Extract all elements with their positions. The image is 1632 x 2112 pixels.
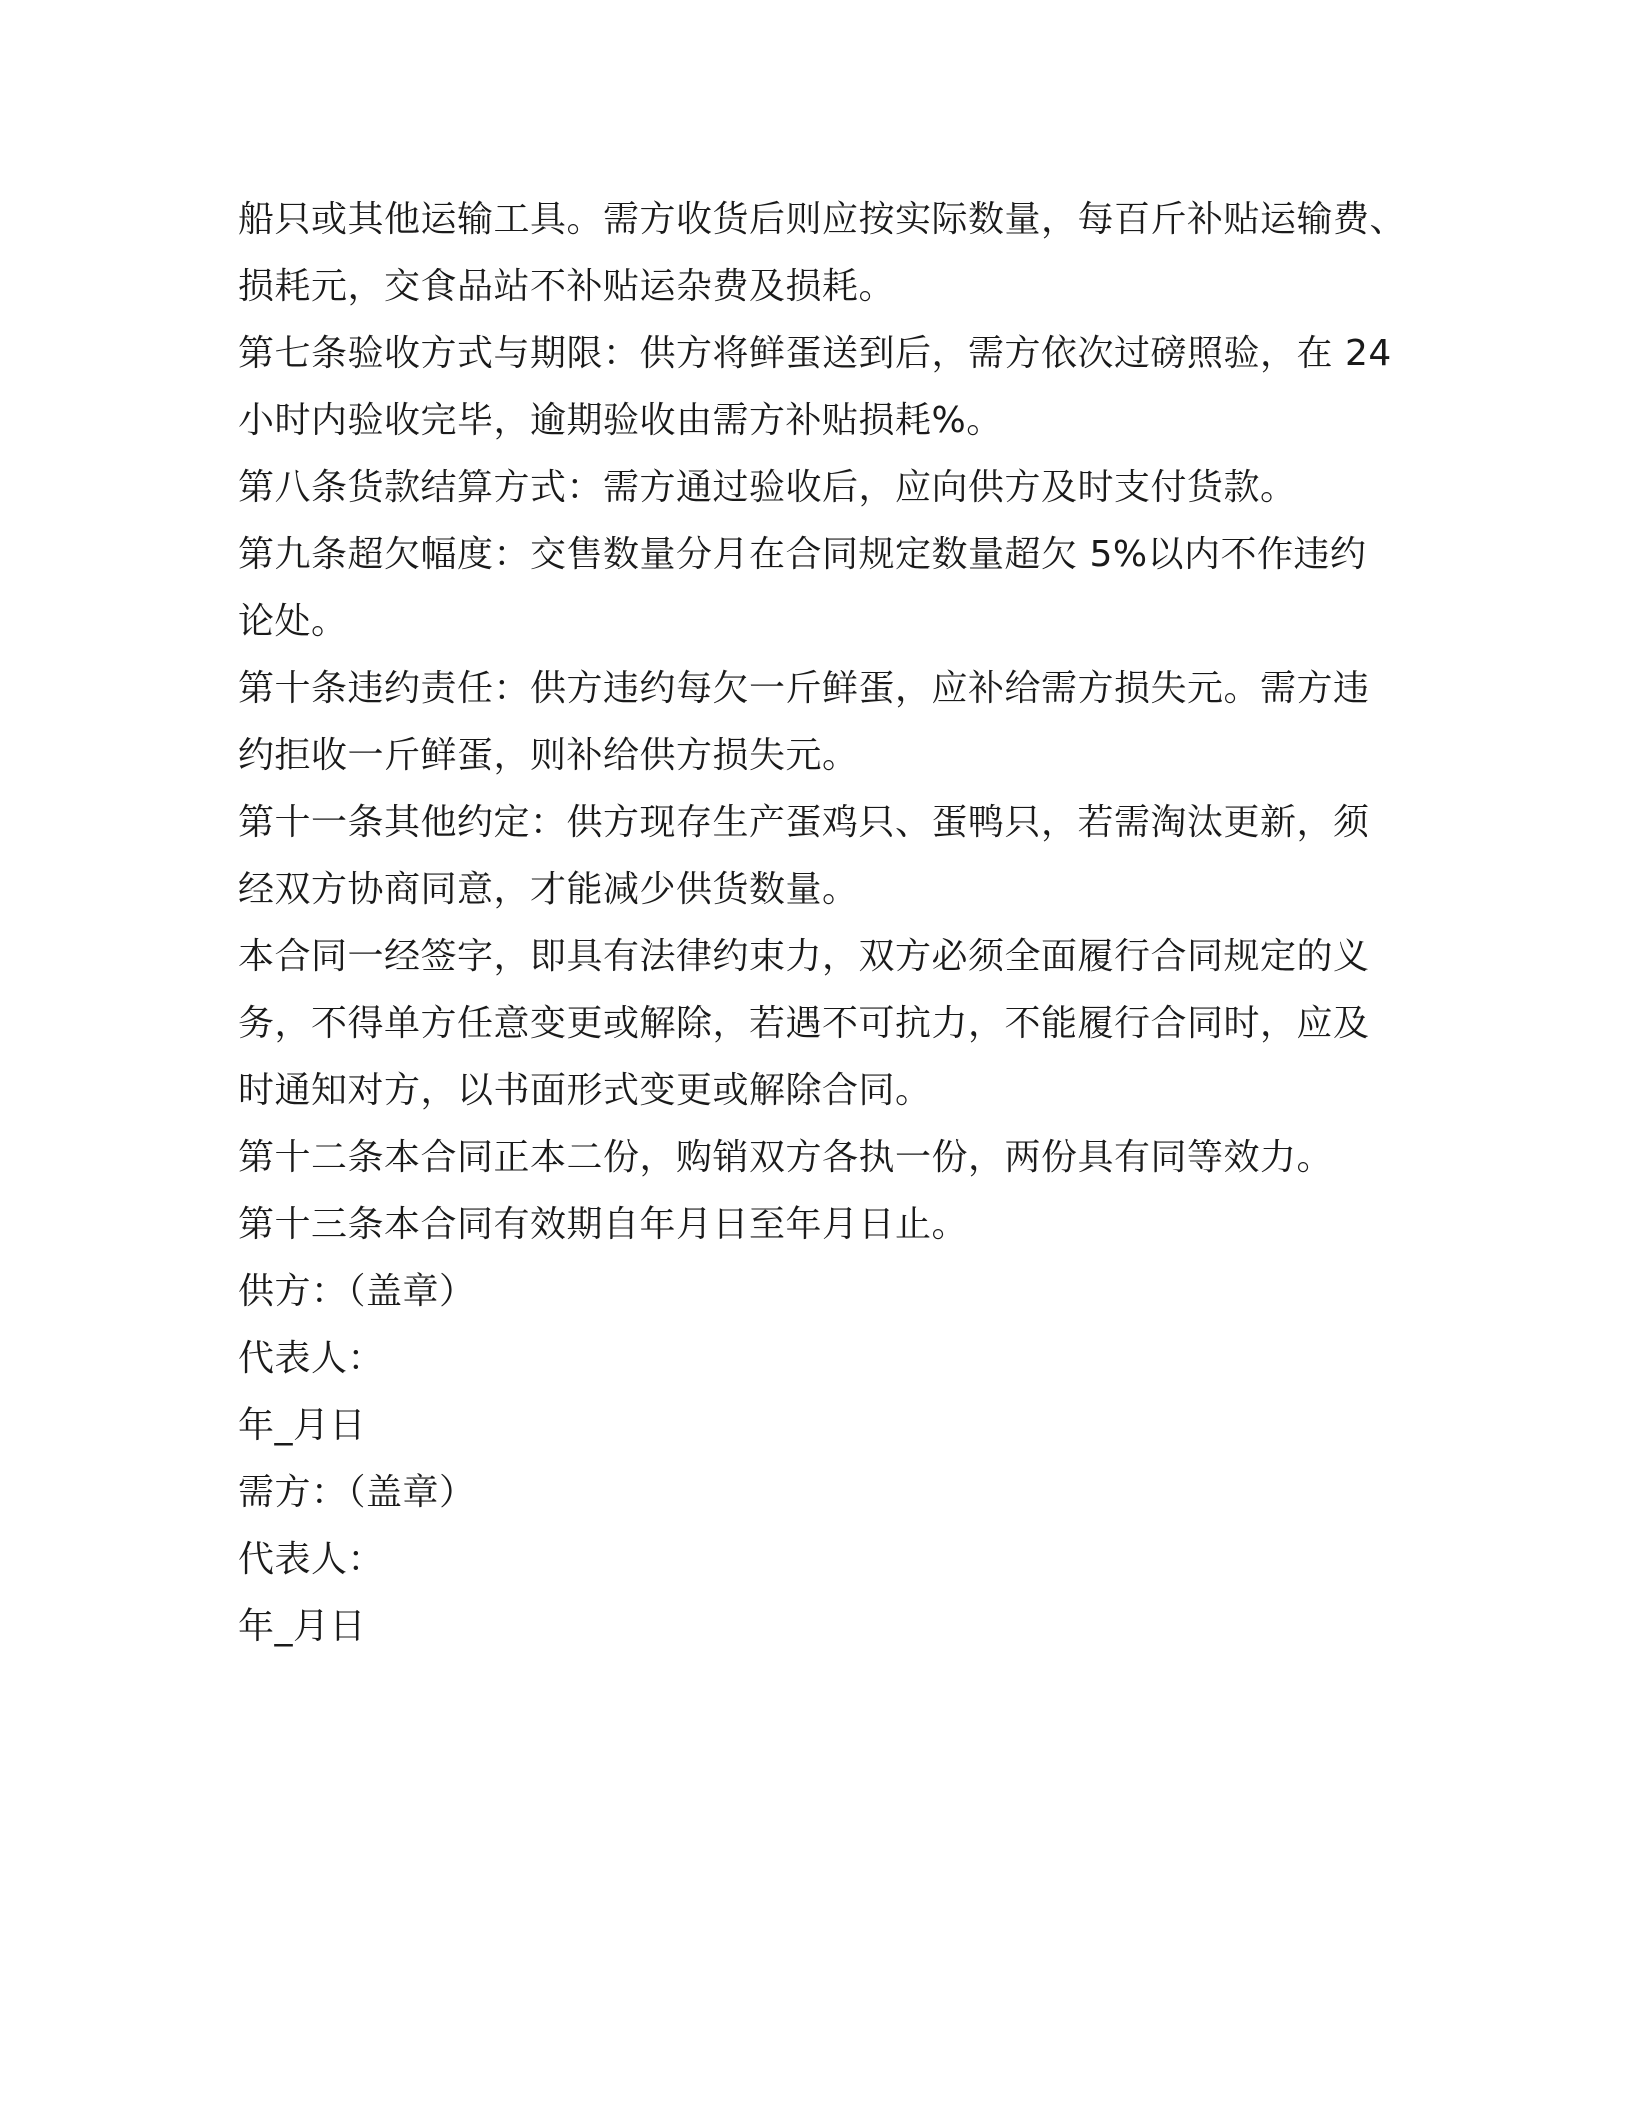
clause-8: 第八条货款结算方式：需方通过验收后，应向供方及时支付货款。: [238, 467, 1297, 508]
text-line: 小时内验收完毕，逾期验收由需方补贴损耗%。: [238, 400, 1003, 441]
text-line: 约拒收一斤鲜蛋，则补给供方损失元。: [238, 735, 859, 776]
contract-body: [238, 186, 1407, 1660]
buyer-representative-label: 代表人：: [238, 1539, 385, 1580]
buyer-date-label: 年_月日: [238, 1606, 367, 1647]
supplier-seal-label: 供方：（盖章）: [238, 1271, 476, 1312]
supplier-date-label: 年_月日: [238, 1405, 367, 1446]
clause-13: 第十三条本合同有效期自年月日至年月日止。: [238, 1204, 969, 1245]
text-line: 务，不得单方任意变更或解除，若遇不可抗力，不能履行合同时，应及: [238, 1003, 1370, 1044]
text-line: 损耗元，交食品站不补贴运杂费及损耗。: [238, 266, 896, 307]
supplier-representative-label: 代表人：: [238, 1338, 385, 1379]
text-line: 船只或其他运输工具。需方收货后则应按实际数量，每百斤补贴运输费、: [238, 199, 1407, 240]
clause-7: 第七条验收方式与期限：供方将鲜蛋送到后，需方依次过磅照验，在 24: [238, 333, 1392, 374]
binding-statement: 本合同一经签字，即具有法律约束力，双方必须全面履行合同规定的义: [238, 936, 1370, 977]
clause-10: 第十条违约责任：供方违约每欠一斤鲜蛋，应补给需方损失元。需方违: [238, 668, 1370, 709]
clause-9: 第九条超欠幅度：交售数量分月在合同规定数量超欠 5%以内不作违约: [238, 534, 1367, 575]
clause-12: 第十二条本合同正本二份，购销双方各执一份，两份具有同等效力。: [238, 1137, 1334, 1178]
buyer-seal-label: 需方：（盖章）: [238, 1472, 476, 1513]
clause-11: 第十一条其他约定：供方现存生产蛋鸡只、蛋鸭只，若需淘汰更新，须: [238, 802, 1370, 843]
text-line: 经双方协商同意，才能减少供货数量。: [238, 869, 859, 910]
text-line: 论处。: [238, 601, 348, 642]
text-line: 时通知对方，以书面形式变更或解除合同。: [238, 1070, 932, 1111]
